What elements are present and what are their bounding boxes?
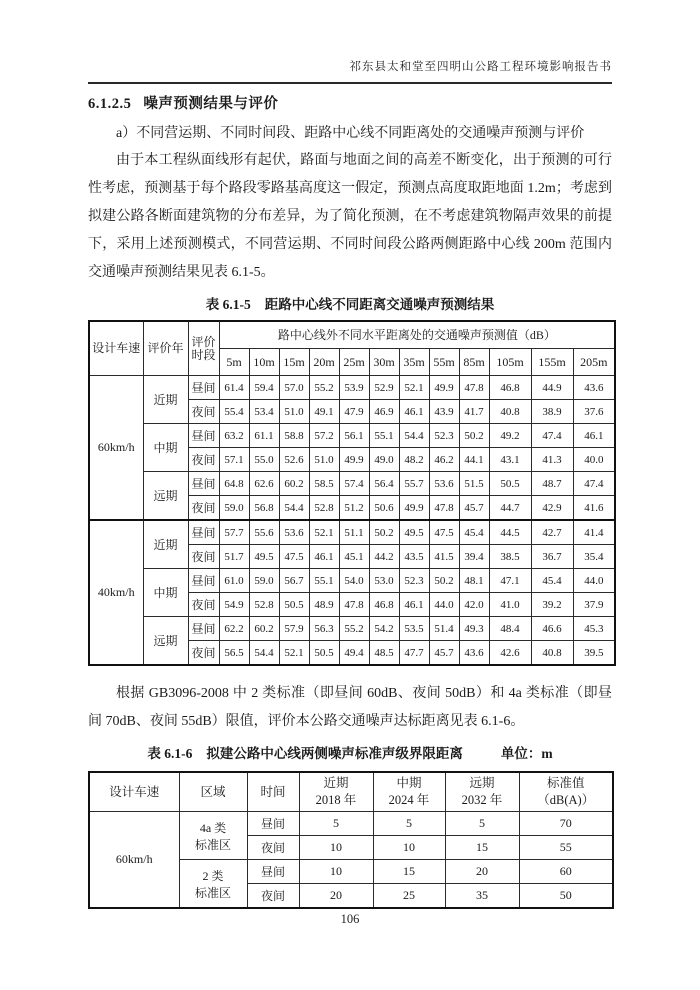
value-cell: 45.7 <box>429 641 459 666</box>
value-cell: 44.5 <box>489 520 531 545</box>
value-cell: 47.1 <box>489 569 531 593</box>
value-cell: 44.2 <box>369 545 399 569</box>
table1-title <box>88 295 612 315</box>
value-cell: 64.8 <box>219 472 249 496</box>
value-cell: 46.8 <box>369 593 399 617</box>
value-cell: 39.2 <box>531 593 573 617</box>
value-cell: 47.5 <box>429 520 459 545</box>
value-cell: 10 <box>373 836 445 860</box>
value-cell: 51.4 <box>429 617 459 641</box>
value-cell: 56.8 <box>249 496 279 521</box>
prediction-row <box>89 472 615 496</box>
running-header <box>88 0 612 84</box>
value-cell: 51.2 <box>339 496 369 521</box>
value-cell: 10 <box>299 860 373 884</box>
value-cell: 57.4 <box>339 472 369 496</box>
value-cell: 42.7 <box>531 520 573 545</box>
table1-title-text: 距路中心线不同距离交通噪声预测结果 <box>264 297 495 312</box>
value-cell: 52.8 <box>309 496 339 521</box>
prediction-row <box>89 520 615 545</box>
value-cell: 47.8 <box>459 376 489 400</box>
distance-header: 10m <box>249 349 279 376</box>
value-cell: 43.5 <box>399 545 429 569</box>
value-cell: 50.5 <box>279 593 309 617</box>
header-distance-span: 路中心线外不同水平距离处的交通噪声预测值（dB） <box>219 321 615 349</box>
value-cell: 61.1 <box>249 424 279 448</box>
table2-header-row <box>89 772 613 812</box>
value-cell: 35 <box>445 884 519 909</box>
value-cell: 48.1 <box>459 569 489 593</box>
value-cell: 55 <box>519 836 613 860</box>
section-heading <box>88 94 612 114</box>
distance-header: 35m <box>399 349 429 376</box>
value-cell: 61.4 <box>219 376 249 400</box>
prediction-row <box>89 569 615 593</box>
value-cell: 53.9 <box>339 376 369 400</box>
value-cell: 54.2 <box>369 617 399 641</box>
value-cell: 58.8 <box>279 424 309 448</box>
time-cell: 昼间 <box>188 520 219 545</box>
value-cell: 50 <box>519 884 613 909</box>
table2-head <box>89 772 613 812</box>
header-time: 时间 <box>247 772 299 812</box>
value-cell: 51.1 <box>339 520 369 545</box>
table2-unit-label: 单位：m <box>500 746 553 761</box>
value-cell: 50.2 <box>429 569 459 593</box>
value-cell: 42.6 <box>489 641 531 666</box>
value-cell: 46.1 <box>399 593 429 617</box>
value-cell: 48.5 <box>369 641 399 666</box>
value-cell: 59.0 <box>219 496 249 521</box>
value-cell: 43.1 <box>489 448 531 472</box>
value-cell: 46.1 <box>573 424 615 448</box>
noise-prediction-table <box>88 320 616 666</box>
time-cell: 昼间 <box>188 617 219 641</box>
prediction-row <box>89 376 615 400</box>
value-cell: 62.6 <box>249 472 279 496</box>
value-cell: 47.9 <box>339 400 369 424</box>
header-standard-value <box>519 772 613 812</box>
period-cell: 近期 <box>143 376 188 424</box>
value-cell: 35.4 <box>573 545 615 569</box>
period-cell: 远期 <box>143 617 188 666</box>
value-cell: 53.6 <box>279 520 309 545</box>
value-cell: 41.3 <box>531 448 573 472</box>
prediction-row <box>89 424 615 448</box>
value-cell: 49.9 <box>429 376 459 400</box>
section-heading-text: 噪声预测结果与评价 <box>143 96 279 112</box>
page-content <box>88 0 612 909</box>
distance-header: 25m <box>339 349 369 376</box>
time-cell: 昼间 <box>188 472 219 496</box>
value-cell: 5 <box>445 812 519 836</box>
value-cell: 55.7 <box>399 472 429 496</box>
section-number: 6.1.2.5 <box>88 96 132 112</box>
header-evaluation-year: 评价年 <box>143 321 188 376</box>
value-cell: 49.1 <box>309 400 339 424</box>
value-cell: 49.4 <box>339 641 369 666</box>
value-cell: 41.4 <box>573 520 615 545</box>
value-cell: 54.4 <box>399 424 429 448</box>
value-cell: 57.7 <box>219 520 249 545</box>
value-cell: 46.8 <box>489 376 531 400</box>
value-cell: 43.6 <box>459 641 489 666</box>
value-cell: 50.2 <box>459 424 489 448</box>
value-cell: 44.0 <box>573 569 615 593</box>
value-cell: 45.1 <box>339 545 369 569</box>
value-cell: 56.1 <box>339 424 369 448</box>
sub-heading: a）不同营运期、不同时间段、距路中心线不同距离处的交通噪声预测与评价 <box>116 126 585 141</box>
value-cell: 48.7 <box>531 472 573 496</box>
running-header-text: 祁东县太和堂至四明山公路工程环境影响报告书 <box>349 61 612 73</box>
header-mid-term-year: 2024 年 <box>388 793 430 807</box>
value-cell: 44.7 <box>489 496 531 521</box>
value-cell: 57.1 <box>219 448 249 472</box>
distance-header: 105m <box>489 349 531 376</box>
value-cell: 40.8 <box>531 641 573 666</box>
value-cell: 52.3 <box>429 424 459 448</box>
value-cell: 41.6 <box>573 496 615 521</box>
time-cell: 夜间 <box>188 545 219 569</box>
header-zone: 区域 <box>179 772 247 812</box>
value-cell: 52.1 <box>279 641 309 666</box>
value-cell: 55.0 <box>249 448 279 472</box>
distance-header: 5m <box>219 349 249 376</box>
value-cell: 55.2 <box>309 376 339 400</box>
zone-name-line: 2 类 <box>202 868 224 883</box>
value-cell: 38.5 <box>489 545 531 569</box>
header-design-speed: 设计车速 <box>89 321 143 376</box>
value-cell: 54.4 <box>279 496 309 521</box>
value-cell: 50.5 <box>309 641 339 666</box>
value-cell: 56.7 <box>279 569 309 593</box>
value-cell: 55.1 <box>369 424 399 448</box>
value-cell: 46.1 <box>309 545 339 569</box>
value-cell: 61.0 <box>219 569 249 593</box>
header-mid-term-name: 中期 <box>396 776 422 790</box>
paragraph-1: 由于本工程纵面线形有起伏，路面与地面之间的高差不断变化，出于预测的可行性考虑，预测基于每个路段零路基高度这一假定，预测点高度取距地面 1.2m；考虑到拟建公路各断面建筑物的分布差异，为了简化预测，在不考虑建筑物隔声效果的前提下，采用上述预测模式，不同营运期、不同时间段公路两侧距路中心线 200m 范围内交通噪声预测结果见表 6.1-5。 <box>88 153 612 280</box>
distance-header: 20m <box>309 349 339 376</box>
value-cell: 51.7 <box>219 545 249 569</box>
value-cell: 41.0 <box>489 593 531 617</box>
value-cell: 42.0 <box>459 593 489 617</box>
value-cell: 49.9 <box>399 496 429 521</box>
header-standard-value-name: 标准值 <box>546 776 585 790</box>
value-cell: 49.9 <box>339 448 369 472</box>
page-footer <box>0 912 700 927</box>
value-cell: 60.2 <box>279 472 309 496</box>
value-cell: 63.2 <box>219 424 249 448</box>
time-cell: 夜间 <box>188 400 219 424</box>
value-cell: 45.4 <box>531 569 573 593</box>
value-cell: 52.8 <box>249 593 279 617</box>
value-cell: 50.5 <box>489 472 531 496</box>
value-cell: 41.7 <box>459 400 489 424</box>
zone-name-line: 标准区 <box>194 885 231 900</box>
value-cell: 56.3 <box>309 617 339 641</box>
value-cell: 56.4 <box>369 472 399 496</box>
value-cell: 49.2 <box>489 424 531 448</box>
value-cell: 51.0 <box>309 448 339 472</box>
value-cell: 56.5 <box>219 641 249 666</box>
value-cell: 5 <box>373 812 445 836</box>
time-cell: 夜间 <box>247 836 299 860</box>
distance-header: 205m <box>573 349 615 376</box>
value-cell: 54.0 <box>339 569 369 593</box>
time-cell: 昼间 <box>247 812 299 836</box>
header-design-speed: 设计车速 <box>89 772 179 812</box>
value-cell: 50.6 <box>369 496 399 521</box>
value-cell: 46.9 <box>369 400 399 424</box>
paragraph-2: 根据 GB3096-2008 中 2 类标准（即昼间 60dB、夜间 50dB）和 4a 类标准（即昼间 70dB、夜间 55dB）限值，评价本公路交通噪声达标距离见表 6.1-6。 <box>88 686 612 729</box>
value-cell: 25 <box>373 884 445 909</box>
zone-cell <box>179 812 247 860</box>
header-far-term <box>445 772 519 812</box>
value-cell: 57.2 <box>309 424 339 448</box>
time-cell: 夜间 <box>188 496 219 521</box>
table2-title-text: 拟建公路中心线两侧噪声标准声级界限距离 <box>206 746 463 761</box>
time-cell: 夜间 <box>247 884 299 909</box>
value-cell: 5 <box>299 812 373 836</box>
value-cell: 47.8 <box>429 496 459 521</box>
table2-title <box>88 744 612 764</box>
value-cell: 55.2 <box>339 617 369 641</box>
time-cell: 夜间 <box>188 448 219 472</box>
value-cell: 38.9 <box>531 400 573 424</box>
value-cell: 53.0 <box>369 569 399 593</box>
value-cell: 70 <box>519 812 613 836</box>
header-near-term-year: 2018 年 <box>315 793 357 807</box>
value-cell: 15 <box>445 836 519 860</box>
table2-body <box>89 812 613 909</box>
value-cell: 40.0 <box>573 448 615 472</box>
value-cell: 58.5 <box>309 472 339 496</box>
value-cell: 46.2 <box>429 448 459 472</box>
speed-cell: 40km/h <box>89 520 143 665</box>
value-cell: 49.5 <box>249 545 279 569</box>
value-cell: 46.1 <box>399 400 429 424</box>
distance-header: 85m <box>459 349 489 376</box>
table1-head <box>89 321 615 376</box>
value-cell: 52.6 <box>279 448 309 472</box>
value-cell: 48.4 <box>489 617 531 641</box>
value-cell: 57.0 <box>279 376 309 400</box>
value-cell: 44.1 <box>459 448 489 472</box>
limit-row <box>89 812 613 836</box>
value-cell: 40.8 <box>489 400 531 424</box>
value-cell: 54.4 <box>249 641 279 666</box>
speed-cell: 60km/h <box>89 376 143 521</box>
time-cell: 夜间 <box>188 593 219 617</box>
value-cell: 47.4 <box>573 472 615 496</box>
value-cell: 53.6 <box>429 472 459 496</box>
time-cell: 昼间 <box>188 376 219 400</box>
value-cell: 39.4 <box>459 545 489 569</box>
value-cell: 55.6 <box>249 520 279 545</box>
period-cell: 中期 <box>143 424 188 472</box>
value-cell: 45.4 <box>459 520 489 545</box>
value-cell: 51.5 <box>459 472 489 496</box>
value-cell: 44.9 <box>531 376 573 400</box>
value-cell: 52.9 <box>369 376 399 400</box>
limit-distance-table <box>88 771 614 909</box>
value-cell: 52.1 <box>309 520 339 545</box>
value-cell: 60.2 <box>249 617 279 641</box>
time-cell: 昼间 <box>247 860 299 884</box>
value-cell: 50.2 <box>369 520 399 545</box>
value-cell: 51.0 <box>279 400 309 424</box>
period-cell: 远期 <box>143 472 188 521</box>
period-cell: 近期 <box>143 520 188 569</box>
value-cell: 53.5 <box>399 617 429 641</box>
value-cell: 36.7 <box>531 545 573 569</box>
value-cell: 48.9 <box>309 593 339 617</box>
value-cell: 10 <box>299 836 373 860</box>
period-cell: 中期 <box>143 569 188 617</box>
value-cell: 43.9 <box>429 400 459 424</box>
header-mid-term <box>373 772 445 812</box>
value-cell: 57.9 <box>279 617 309 641</box>
header-far-term-name: 远期 <box>469 776 495 790</box>
header-near-term <box>299 772 373 812</box>
table1-header-row-1 <box>89 321 615 349</box>
value-cell: 52.3 <box>399 569 429 593</box>
time-cell: 夜间 <box>188 641 219 666</box>
table2-title-label: 表 6.1-6 <box>147 746 193 761</box>
time-cell: 昼间 <box>188 424 219 448</box>
header-evaluation-time: 评价时段 <box>188 321 219 376</box>
value-cell: 49.0 <box>369 448 399 472</box>
distance-header: 30m <box>369 349 399 376</box>
page-number: 106 <box>340 912 360 926</box>
value-cell: 45.3 <box>573 617 615 641</box>
table1-title-label: 表 6.1-5 <box>205 297 251 312</box>
value-cell: 37.9 <box>573 593 615 617</box>
value-cell: 53.4 <box>249 400 279 424</box>
header-near-term-name: 近期 <box>323 776 349 790</box>
time-cell: 昼间 <box>188 569 219 593</box>
prediction-row <box>89 617 615 641</box>
distance-header: 155m <box>531 349 573 376</box>
value-cell: 20 <box>299 884 373 909</box>
value-cell: 55.4 <box>219 400 249 424</box>
value-cell: 60 <box>519 860 613 884</box>
value-cell: 55.1 <box>309 569 339 593</box>
value-cell: 47.7 <box>399 641 429 666</box>
value-cell: 52.1 <box>399 376 429 400</box>
value-cell: 41.5 <box>429 545 459 569</box>
value-cell: 59.0 <box>249 569 279 593</box>
zone-cell <box>179 860 247 909</box>
header-standard-value-unit: （dB(A)） <box>537 793 595 807</box>
value-cell: 43.6 <box>573 376 615 400</box>
value-cell: 62.2 <box>219 617 249 641</box>
value-cell: 45.7 <box>459 496 489 521</box>
value-cell: 42.9 <box>531 496 573 521</box>
value-cell: 15 <box>373 860 445 884</box>
value-cell: 44.0 <box>429 593 459 617</box>
value-cell: 48.2 <box>399 448 429 472</box>
value-cell: 54.9 <box>219 593 249 617</box>
value-cell: 47.4 <box>531 424 573 448</box>
value-cell: 49.5 <box>399 520 429 545</box>
value-cell: 47.8 <box>339 593 369 617</box>
value-cell: 20 <box>445 860 519 884</box>
zone-name-line: 4a 类 <box>199 820 227 835</box>
zone-name-line: 标准区 <box>194 837 231 852</box>
distance-header: 55m <box>429 349 459 376</box>
value-cell: 49.3 <box>459 617 489 641</box>
value-cell: 47.5 <box>279 545 309 569</box>
value-cell: 59.4 <box>249 376 279 400</box>
value-cell: 46.6 <box>531 617 573 641</box>
header-far-term-year: 2032 年 <box>461 793 503 807</box>
distance-header: 15m <box>279 349 309 376</box>
value-cell: 39.5 <box>573 641 615 666</box>
table1-body <box>89 376 615 666</box>
value-cell: 37.6 <box>573 400 615 424</box>
speed-cell: 60km/h <box>89 812 179 909</box>
